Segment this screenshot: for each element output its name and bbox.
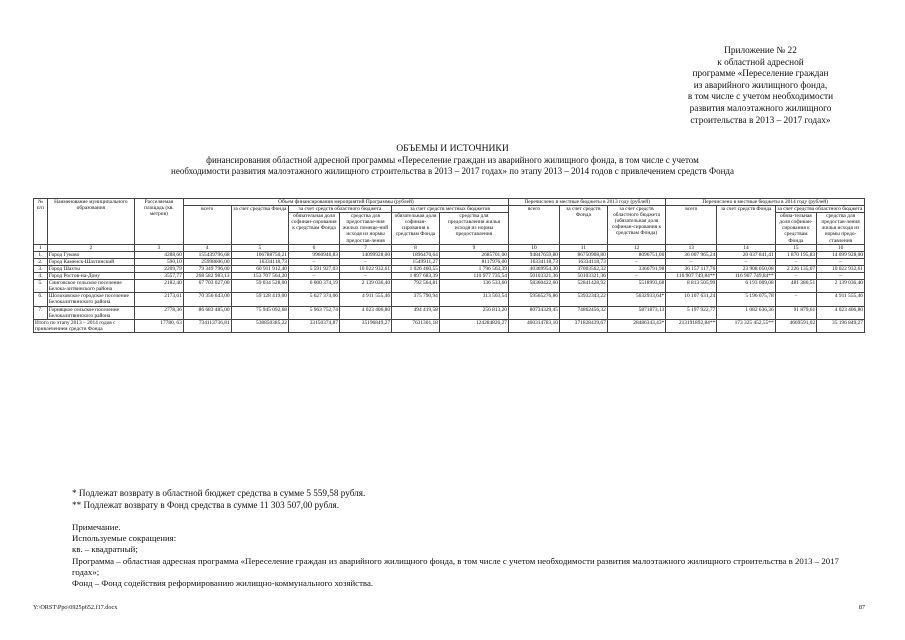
table-cell: 4.: [34, 273, 48, 280]
table-cell: 2778,36: [134, 306, 183, 319]
table-cell: 36 157 117,76: [666, 265, 717, 272]
header-total-group: Объем финансирования мероприятий Программы (рублей): [183, 199, 508, 206]
appendix-block: [658, 46, 863, 127]
table-cell: 1 082 636,36: [717, 306, 775, 319]
abbreviation-program: Программа – областная адресная программа «Переселение граждан из аварийного жилищного фонда, в том числе с учетом необходимости развития малоэтажного жилищного строительства в 2013 – 2017 годах»;: [72, 555, 839, 577]
table-cell: Сниговское сельское поселение Белока-литвинского района: [47, 280, 134, 293]
table-cell: 375 790,94: [392, 293, 440, 306]
table-cell: 2 226 135,07: [775, 265, 816, 272]
table-cell: 400314783,10: [508, 319, 559, 332]
table-cell: 33150374,87: [289, 319, 340, 332]
column-number: 14: [717, 244, 775, 251]
header-num: № п/п: [34, 199, 48, 245]
table-cell: 4 911 555,46: [340, 293, 392, 306]
table-cell: 371828439,67: [559, 319, 607, 332]
table-cell: 79 349 796,00: [183, 265, 231, 272]
title-main: ОБЪЕМЫ И ИСТОЧНИКИ: [396, 143, 509, 154]
table-cell: 313 503,54: [439, 293, 508, 306]
table-cell: 494 419,58: [392, 306, 440, 319]
table-cell: –: [340, 273, 392, 280]
table-cell: –: [775, 258, 816, 265]
table-row: [34, 273, 865, 280]
header-local-cofin: обязательная доля софинан-сирования к средствам Фонда: [392, 213, 440, 244]
table-cell: 16334118,73: [508, 258, 559, 265]
table-cell: –: [289, 258, 340, 265]
table-cell: 2209,79: [134, 265, 183, 272]
table-cell: –: [817, 258, 865, 265]
table-cell: 153 707 564,20: [231, 273, 288, 280]
table-cell: 3.: [34, 265, 48, 272]
table-cell: 1 870 195,83: [775, 251, 816, 258]
footer-file-path: Y:\ORST\Ppo\0925p652.f17.docx: [33, 604, 118, 611]
table-row: [34, 258, 865, 265]
header-2013-regional: за счет средств областного бюджета (обязательная доля софинан-сирования к средствам Фонда): [607, 206, 665, 245]
table-cell: 2 139 036,40: [817, 280, 865, 293]
table-cell: 7631301,18: [392, 319, 440, 332]
table-cell: 5518993,68: [607, 280, 665, 293]
table-cell: 213191892,84**: [666, 319, 717, 332]
column-number: 13: [666, 244, 717, 251]
table-cell: –: [717, 258, 775, 265]
table-cell: 4 023 406,80: [340, 306, 392, 319]
appendix-line: строительства в 2013 – 2017 годах»: [690, 115, 831, 126]
table-cell: 60 911 912,40: [231, 265, 288, 272]
table-cell: 5 196 075,78: [717, 293, 775, 306]
abbreviation-kv: кв. – квадратный;: [72, 544, 138, 555]
table-cell: 58360422,60: [508, 280, 559, 293]
table-cell: 1 026 460,55: [392, 265, 440, 272]
table-cell: 10 022 932,61: [817, 265, 865, 272]
table-cell: 80734329,45: [508, 306, 559, 319]
table-cell: –: [775, 293, 816, 306]
table-cell: 14 099 928,00: [817, 251, 865, 258]
table-cell: 155439796,68: [183, 251, 231, 258]
footnote: * Подлежат возврату в областной бюджет средства в сумме 5 559,58 рубля.: [72, 488, 366, 498]
table-cell: Город Шахты: [47, 265, 134, 272]
remarks-block: [72, 522, 862, 589]
header-2014-regional-cofin: обяза-тельная доля софинан-сирования к средствам Фонда: [775, 213, 816, 244]
header-area: Расселяемая площадь (кв. метров): [134, 199, 183, 245]
table-cell: 52841428,92: [559, 280, 607, 293]
table-cell: 5 963 752,74: [289, 306, 340, 319]
table-row: [34, 293, 865, 306]
table-cell: –: [775, 273, 816, 280]
document-title: [0, 143, 905, 177]
table-row: [34, 265, 865, 272]
table-cell: Город Ростов-на-Дону: [47, 273, 134, 280]
table-cell: 6 193 009,08: [717, 280, 775, 293]
header-2014-fund: за счет средств Фонда: [717, 206, 775, 245]
column-number: 7: [340, 244, 392, 251]
column-numbers-row: [34, 244, 865, 251]
table-cell: 2.: [34, 258, 48, 265]
table-cell: 2685701,00: [439, 251, 508, 258]
table-cell: 50103321,36: [559, 273, 607, 280]
table-cell: 590,10: [134, 258, 183, 265]
appendix-line: к областной адресной: [717, 57, 804, 68]
header-regional-extra: средства для предоставле-ния жилых помеще-ний исходя из нормы предостав-ления: [340, 213, 392, 244]
table-cell: 16334118,73: [231, 258, 288, 265]
table-cell: –: [666, 258, 717, 265]
table-cell: 116 907 749,84**: [717, 273, 775, 280]
table-cell: 14099928,00: [340, 251, 392, 258]
table-cell: 3366791,98: [607, 265, 665, 272]
table-cell: 91 879,61: [775, 306, 816, 319]
table-cell: 173 325 452,55**: [717, 319, 775, 332]
table-cell: 5.: [34, 280, 48, 293]
table-cell: 75 945 092,68: [231, 306, 288, 319]
column-number: 1: [34, 244, 48, 251]
header-2013-fund: за счет средств Фонда: [559, 206, 607, 245]
table-cell: 481 380,51: [775, 280, 816, 293]
table-cell: 10 107 631,24: [666, 293, 717, 306]
table-cell: 25998606,00: [183, 258, 231, 265]
table-cell: 4 023 406,80: [817, 306, 865, 319]
table-cell: 124284826,27: [439, 319, 508, 332]
total-row: [34, 319, 865, 332]
table-cell: 28486343,43*: [607, 319, 665, 332]
appendix-line: из аварийного жилищного фонда,: [693, 80, 828, 91]
funding-table: [33, 198, 865, 333]
column-number: 9: [439, 244, 508, 251]
table-cell: 5632933,64*: [607, 293, 665, 306]
table-cell: –: [289, 273, 340, 280]
table-cell: 8117976,00: [439, 258, 508, 265]
table-cell: 6.: [34, 293, 48, 306]
table-cell: 74862456,32: [559, 306, 607, 319]
header-regional-cofin: обязательная доля софинан-сирования к средствам Фонда: [289, 213, 340, 244]
table-cell: 17780, 63: [134, 319, 183, 332]
table-cell: 16334118,73: [559, 258, 607, 265]
footnote: ** Подлежат возврату в Фонд средства в сумме 11 303 507,00 рубля.: [72, 499, 340, 510]
table-cell: 10 022 932,61: [340, 265, 392, 272]
table-cell: 792 564,81: [392, 280, 440, 293]
table-cell: 59 034 528,00: [231, 280, 288, 293]
table-cell: Итого по этапу 2013 – 2014 годов с привлечением средств Фонда: [34, 319, 135, 332]
table-cell: 5 197 922,77: [666, 306, 717, 319]
column-number: 12: [607, 244, 665, 251]
table-row: [34, 280, 865, 293]
table-cell: 50103321,36: [508, 273, 559, 280]
table-cell: 35196849,27: [340, 319, 392, 332]
table-cell: Город Каменск-Шахтинский: [47, 258, 134, 265]
table-cell: Шолоховское городское поселение Белокалитвинского района: [47, 293, 134, 306]
table-row: [34, 306, 865, 319]
header-2014-total: всего: [666, 206, 717, 245]
footer-page-number: 87: [858, 604, 865, 611]
appendix-line: Приложение № 22: [724, 46, 797, 56]
abbreviation-fund: Фонд – Фонд содействия реформированию жилищно-коммунального хозяйства.: [72, 578, 374, 589]
table-cell: 36 007 965,24: [666, 251, 717, 258]
table-cell: 4 911 555,46: [817, 293, 865, 306]
table-cell: 136 533,60: [439, 280, 508, 293]
table-cell: 9960946,83: [289, 251, 340, 258]
table-cell: 268 582 983,13: [183, 273, 231, 280]
table-cell: 53932343,22: [559, 293, 607, 306]
table-cell: 86 683 485,00: [183, 306, 231, 319]
table-cell: 4288,60: [134, 251, 183, 258]
table-cell: 116 907 749,84**: [666, 273, 717, 280]
table-cell: 23 908 050,08: [717, 265, 775, 272]
abbreviations-heading: Используемые сокращения:: [72, 533, 177, 544]
column-number: 16: [817, 244, 865, 251]
footnotes: [72, 488, 365, 511]
table-cell: 7.: [34, 306, 48, 319]
column-number: 5: [231, 244, 288, 251]
header-name: Наименование муниципального образования: [47, 199, 134, 245]
header-local-extra: средства для предоставления жилья исходя из нормы предоставления: [439, 213, 508, 244]
title-subtitle-line: финансирования областной адресной программы «Переселение граждан из аварийного жилищного фонда, в том числе с учетом: [206, 155, 699, 165]
header-2014-regional-extra: средства для предостав-ления жилья исходя из нормы предо-ставления: [817, 213, 865, 244]
table-cell: –: [817, 273, 865, 280]
table-cell: 35 196 849,27: [817, 319, 865, 332]
appendix-line: в том числе с учетом необходимости: [687, 92, 834, 103]
header-2014-regional-group: за счет средства областного бюджета: [775, 206, 864, 213]
table-cell: 2173,61: [134, 293, 183, 306]
table-cell: 70 356 643,00: [183, 293, 231, 306]
table-cell: 86750908,80: [559, 251, 607, 258]
column-number: 8: [392, 244, 440, 251]
table-cell: 2182,40: [134, 280, 183, 293]
table-cell: 5 627 374,06: [289, 293, 340, 306]
table-cell: 59565276,86: [508, 293, 559, 306]
table-cell: 734113736,81: [183, 319, 231, 332]
table-cell: 1 897 683,39: [392, 273, 440, 280]
table-cell: 106788750,21: [231, 251, 288, 258]
header-2014-group: Перечислено в местные бюджеты в 2014 году (рублей): [666, 199, 865, 206]
table-cell: 110 977 735,54: [439, 273, 508, 280]
table-cell: Горняцкое сельское поселение Белокалитвинского района: [47, 306, 134, 319]
table-cell: –: [607, 273, 665, 280]
table-cell: 59 128 419,00: [231, 293, 288, 306]
table-cell: 3557,77: [134, 273, 183, 280]
table-cell: 4669591,02: [775, 319, 816, 332]
table-cell: 5 591 927,03: [289, 265, 340, 272]
table-cell: 5871873,13: [607, 306, 665, 319]
table-cell: –: [607, 258, 665, 265]
column-number: 15: [775, 244, 816, 251]
column-number: 10: [508, 244, 559, 251]
column-number: 6: [289, 244, 340, 251]
table-cell: 256 813,20: [439, 306, 508, 319]
column-number: 11: [559, 244, 607, 251]
header-total: всего: [183, 206, 231, 245]
table-cell: 1896470,64: [392, 251, 440, 258]
header-local-group: за счет средств местных бюджетов: [392, 206, 509, 213]
column-number: 3: [134, 244, 183, 251]
appendix-line: программе «Переселение граждан: [692, 69, 829, 80]
header-fund: за счет средства Фонда: [231, 206, 288, 245]
header-regional-group: за счет средств областного бюджета: [289, 206, 392, 213]
appendix-line: развития малоэтажного жилищного: [689, 103, 832, 114]
table-row: [34, 251, 865, 258]
table-cell: 538850385,22: [231, 319, 288, 332]
header-2013-total: всего: [508, 206, 559, 245]
column-number: 2: [47, 244, 134, 251]
table-cell: 40369954,30: [508, 265, 559, 272]
table-cell: –: [340, 258, 392, 265]
table-cell: 94847659,80: [508, 251, 559, 258]
table-cell: 20 037 841,41: [717, 251, 775, 258]
table-cell: 67 703 027,00: [183, 280, 231, 293]
table-cell: Город Гуково: [47, 251, 134, 258]
table-cell: 6 000 374,19: [289, 280, 340, 293]
table-cell: 37003562,32: [559, 265, 607, 272]
table-cell: 1549911,27: [392, 258, 440, 265]
table-cell: 1.: [34, 251, 48, 258]
table-cell: 8096751,00: [607, 251, 665, 258]
table-cell: 1 796 563,39: [439, 265, 508, 272]
title-subtitle-line: необходимости развития малоэтажного жилищного строительства в 2013 – 2017 годах» по этапу 2013 – 2014 годов с привлечением средств Фонда: [171, 166, 734, 177]
remarks-heading: Примечание.: [72, 522, 121, 532]
header-2013-group: Перечислено в местные бюджеты в 2013 году (рублей): [508, 199, 665, 206]
column-number: 4: [183, 244, 231, 251]
table-cell: 8 813 505,99: [666, 280, 717, 293]
table-cell: 2 139 036,40: [340, 280, 392, 293]
